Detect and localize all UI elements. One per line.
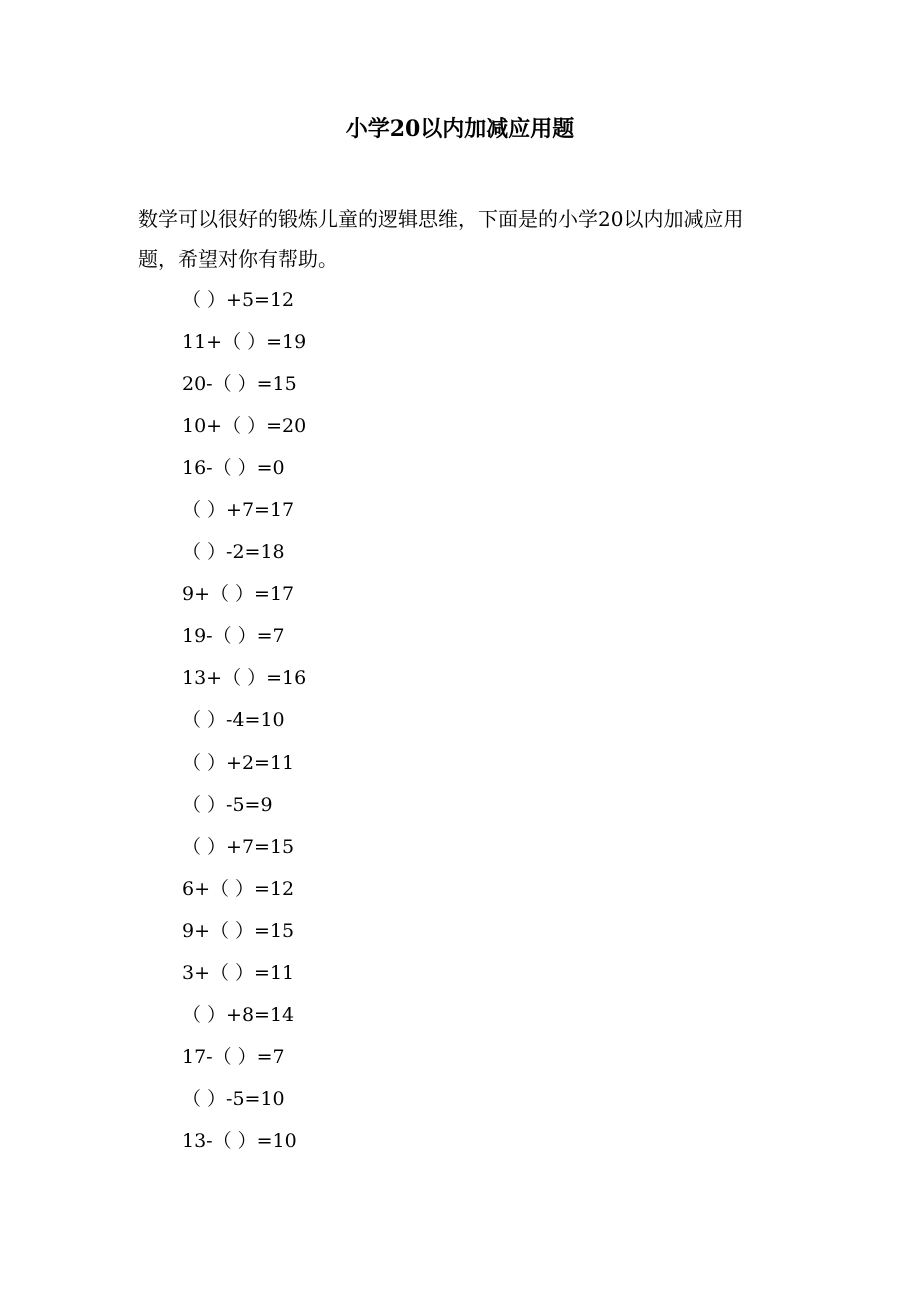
problem-item: （ ）-5=10 <box>182 1087 285 1110</box>
problem-item: （ ）+7=15 <box>182 835 295 858</box>
problem-item: （ ）+5=12 <box>182 289 295 311</box>
problem-item: 16-（ ）=0 <box>182 457 285 480</box>
problem-item: 10+（ ）=20 <box>182 415 307 438</box>
problem-item: 19-（ ）=7 <box>182 625 285 648</box>
problem-item: 3+（ ）=11 <box>182 961 295 984</box>
problem-item: （ ）+7=17 <box>182 499 295 522</box>
problem-item: 13+（ ）=16 <box>182 667 307 690</box>
problem-item: 11+（ ）=19 <box>182 331 307 354</box>
problem-item: 20-（ ）=15 <box>182 373 297 396</box>
problem-item: （ ）-4=10 <box>182 709 285 732</box>
problem-item: 17-（ ）=7 <box>182 1045 285 1068</box>
problem-item: 13-（ ）=10 <box>182 1129 297 1152</box>
problem-item: （ ）-5=9 <box>182 793 273 816</box>
problem-item: （ ）+8=14 <box>182 1003 295 1026</box>
problem-item: 6+（ ）=12 <box>182 877 295 900</box>
page-title: 小学20以内加减应用题 <box>345 116 575 142</box>
problem-item: （ ）-2=18 <box>182 541 285 564</box>
problem-list <box>182 285 306 1168</box>
problem-item: 9+（ ）=17 <box>182 583 295 606</box>
problem-item: （ ）+2=11 <box>182 751 295 774</box>
intro-paragraph: 数学可以很好的锻炼儿童的逻辑思维，下面是的小学20以内加减应用题，希望对你有帮助。 <box>138 207 744 271</box>
problem-item: 9+（ ）=15 <box>182 919 295 942</box>
